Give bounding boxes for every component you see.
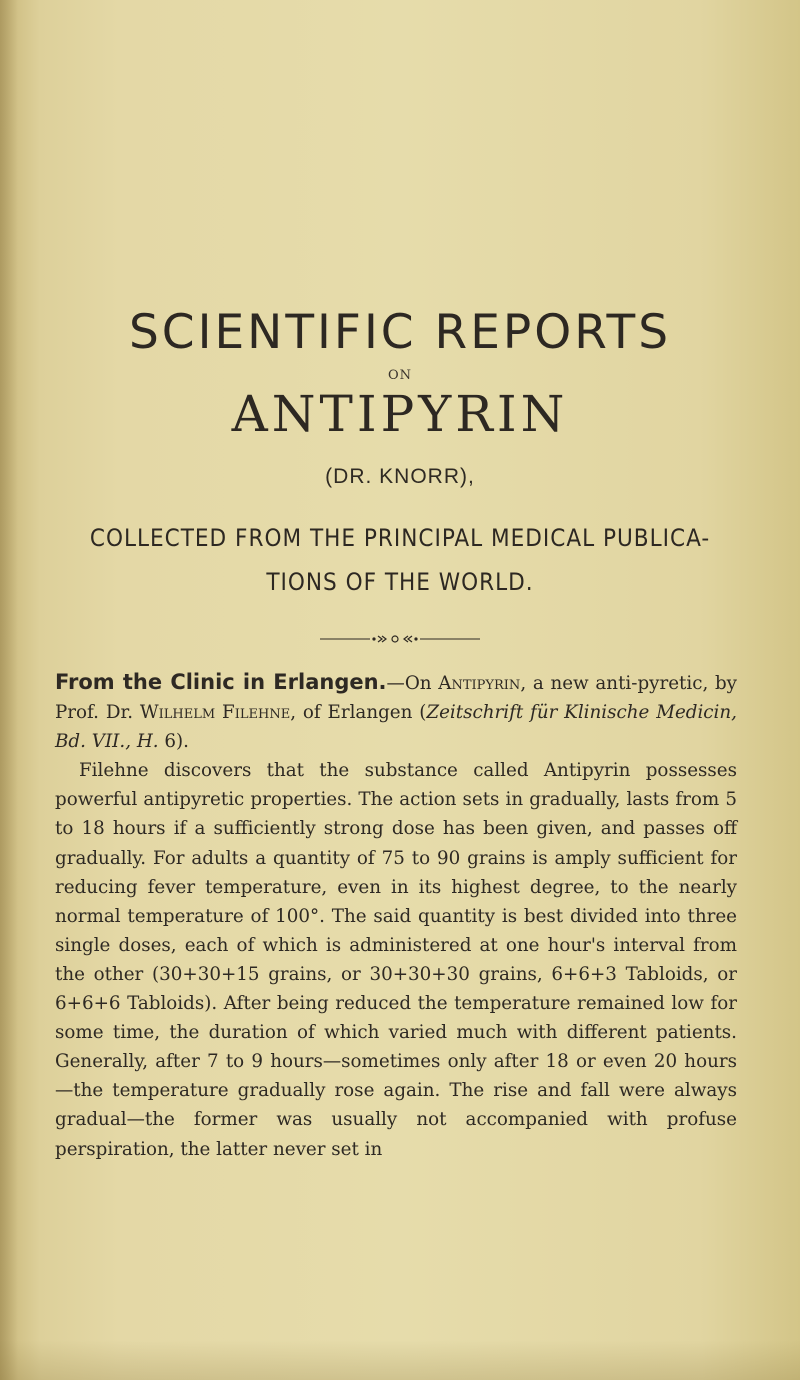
- page-bottom-shadow: [0, 1340, 800, 1380]
- title-author: (DR. KNORR),: [325, 465, 475, 488]
- subtitle-line-2: TIONS OF THE WORLD.: [266, 568, 534, 596]
- main-title: SCIENTIFIC REPORTS: [128, 305, 672, 360]
- intro-drug-name: Antipyrin: [438, 673, 521, 694]
- subtitle-line-1: COLLECTED FROM THE PRINCIPAL MEDICAL PUBLICA-: [89, 524, 711, 552]
- article-body: [55, 668, 737, 1164]
- arrow-ornament-icon: [320, 634, 480, 644]
- intro-dash: —On: [386, 673, 439, 694]
- article-intro: [55, 668, 737, 756]
- drug-title: ANTIPYRIN: [231, 385, 569, 443]
- article-heading: From the Clinic in Erlangen.: [55, 670, 387, 694]
- article-paragraph: Filehne discovers that the substance called Antipyrin possesses powerful antipyretic properties. The action sets in gradually, lasts from 5 to 18 hours if a sufficiently strong dose has been given, and passes off gradually. For adults a quantity of 75 to 90 grains is amply sufficient for reducing fever temperature, even in its highest degree, to the nearly normal temperature of 100°. The said quantity is best divided into three single doses, each of which is administered at one hour's interval from the other (30+30+15 grains, or 30+30+30 grains, 6+6+3 Tabloids, or 6+6+6 Tabloids). After being reduced the temperature remained low for some time, the duration of which varied much with different patients. Generally, after 7 to 9 hours—sometimes only after 18 or even 20 hours—the temperature gradually rose again. The rise and fall were always gradual—the former was usually not accompanied with profuse perspiration, the latter never set in: [55, 760, 737, 1160]
- intro-mid: , a new anti-pyretic, by Prof. Dr.: [55, 673, 738, 724]
- intro-end: 6).: [158, 731, 189, 753]
- title-on-word: ON: [387, 368, 413, 383]
- page-edge-shadow: [0, 0, 18, 1380]
- intro-journal: Zeitschrift für Klinische Medicin, Bd. VII., H.: [55, 702, 737, 753]
- title-subtitle: [60, 516, 740, 604]
- intro-author-name: Wilhelm Filehne: [139, 702, 291, 724]
- intro-of: , of Erlangen (: [290, 702, 427, 724]
